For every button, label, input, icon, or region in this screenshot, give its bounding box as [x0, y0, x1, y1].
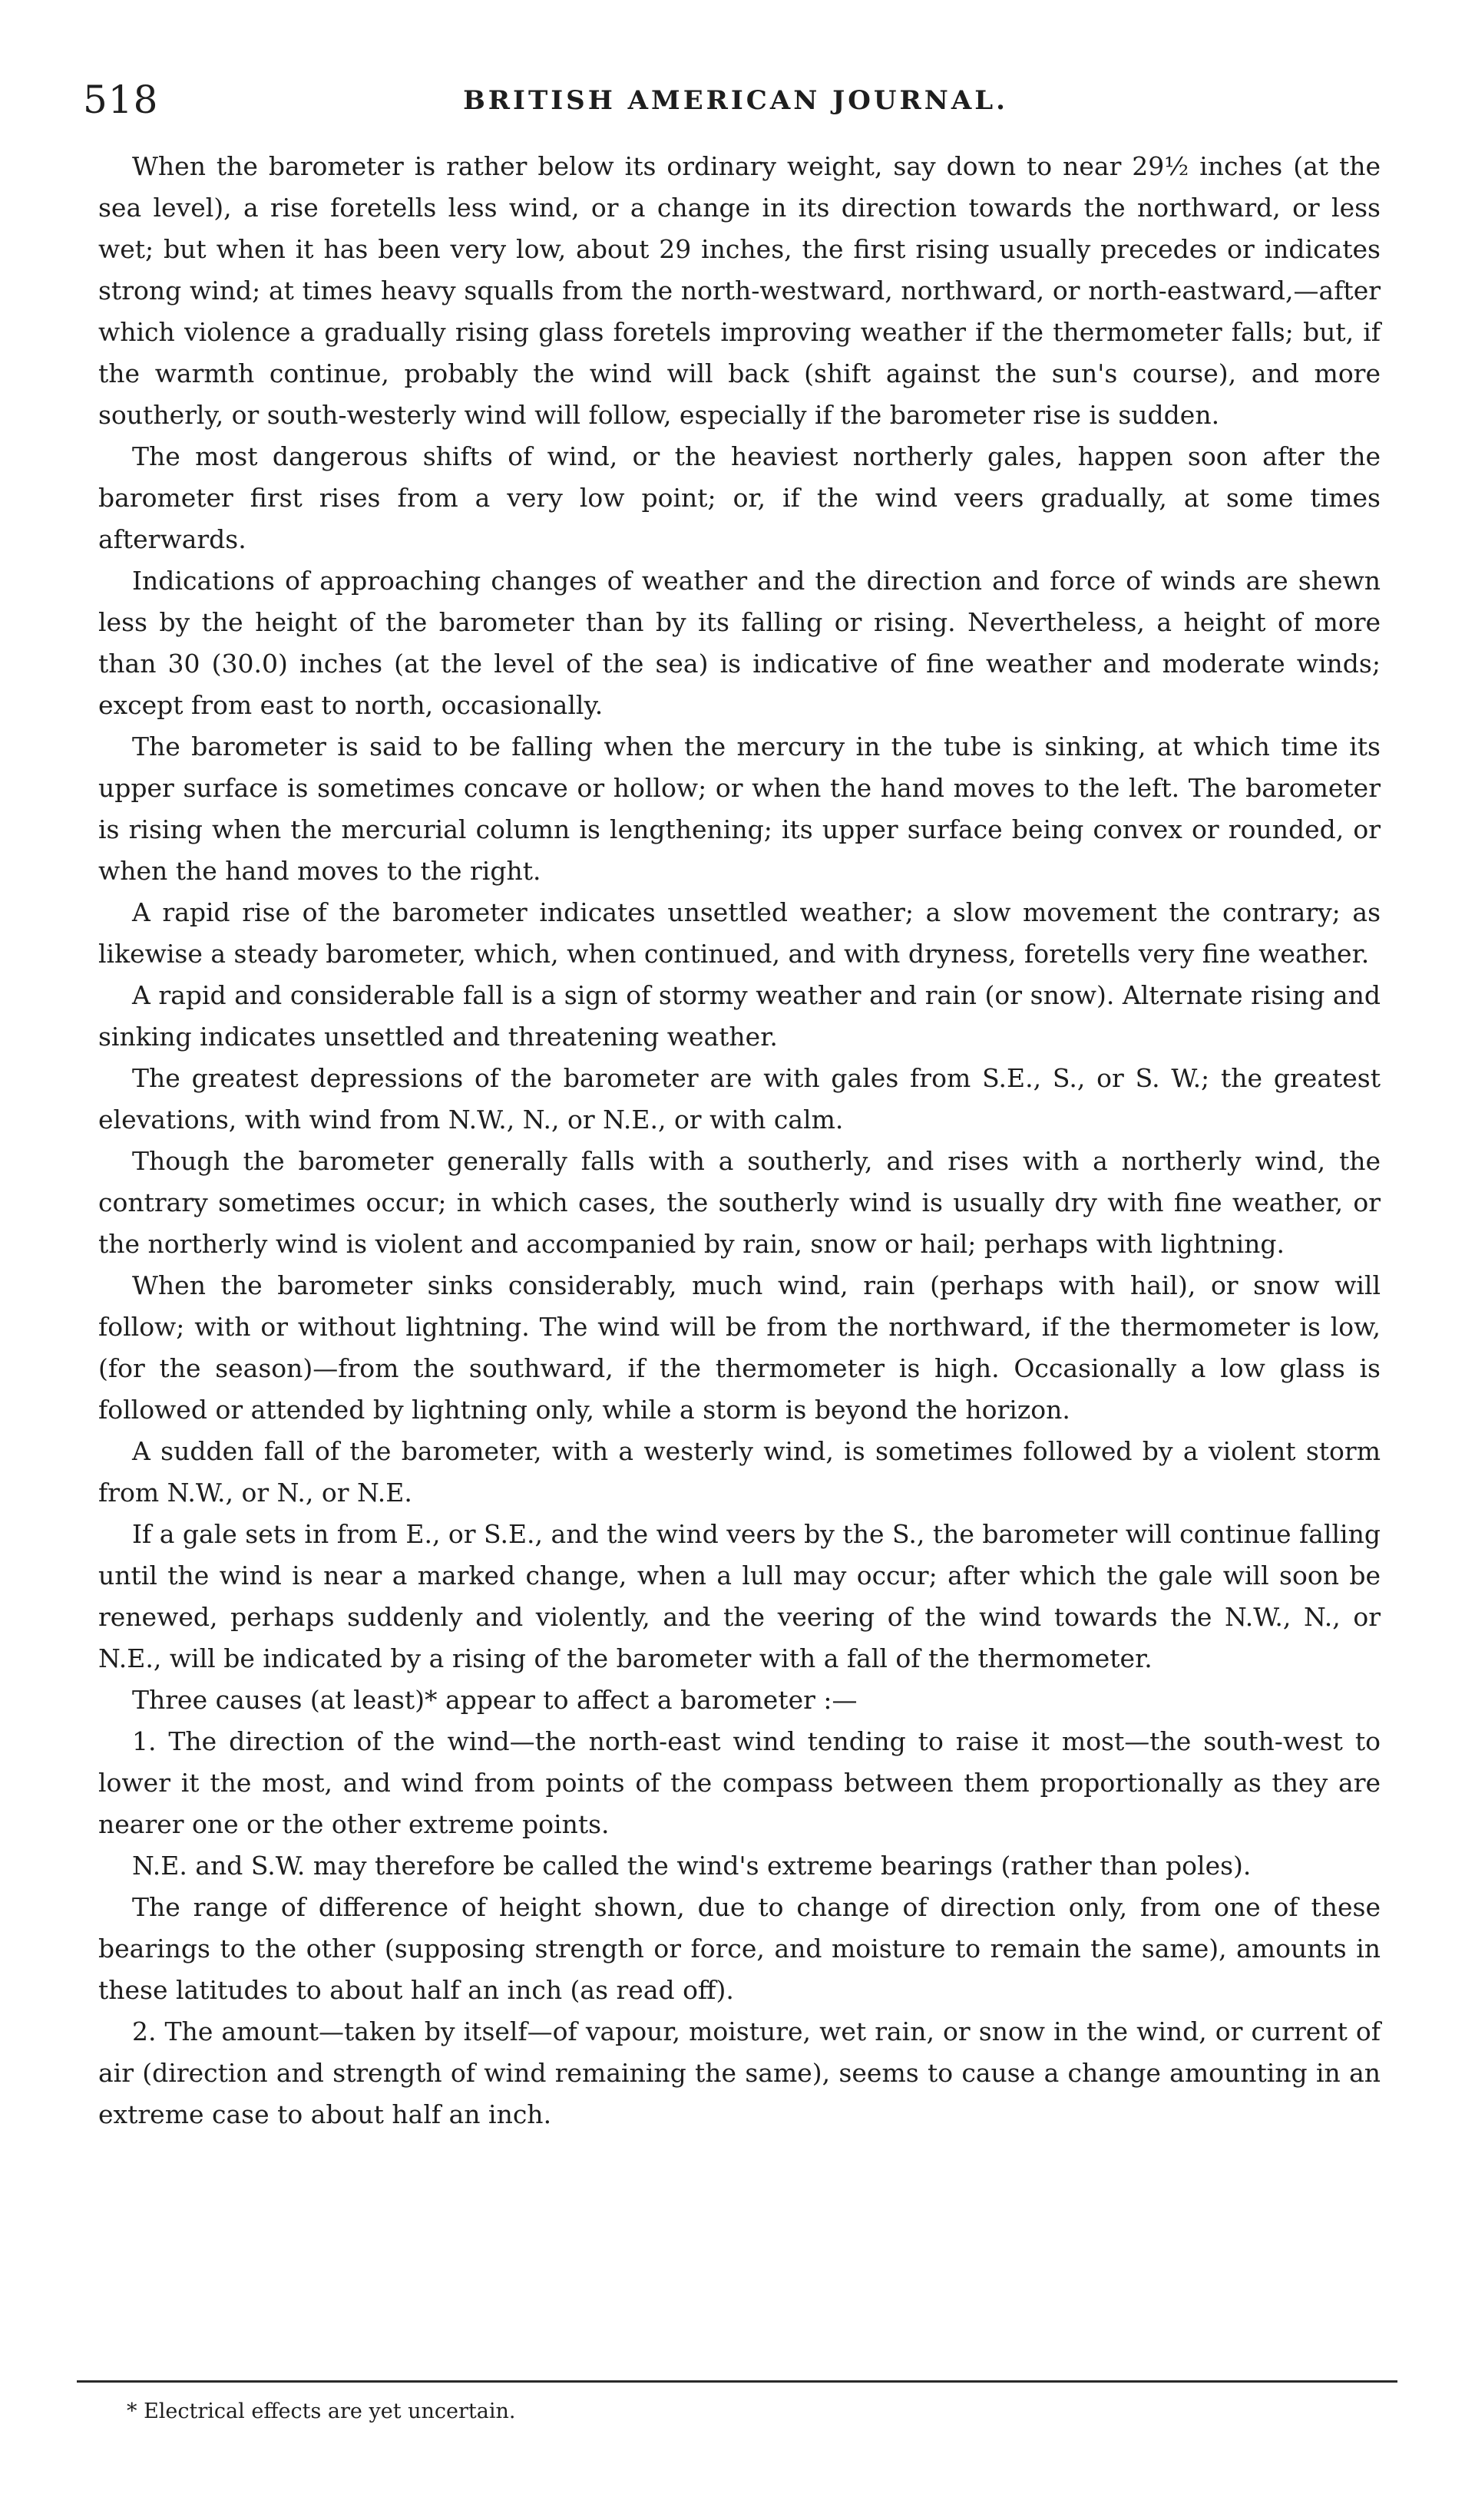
paragraph: Though the barometer generally falls with a southerly, and rises with a northerly wind, the contrary sometimes occur; in which cases, the southerly wind is usually dry with fine weather, or the northerly wind is violent and accompanied by rain, snow or hail; perhaps with lightning. — [98, 1146, 1381, 1259]
footnote-divider — [77, 2380, 1397, 2383]
paragraph: If a gale sets in from E., or S.E., and the wind veers by the S., the barometer will continue falling until the wind is near a marked change, when a lull may occur; after which the gale will soon be renewed, perhaps suddenly and violently, and the veering of the wind towards the N.W., N., or N.E., will be indicated by a rising of the barometer with a fall of the thermometer. — [98, 1519, 1381, 1673]
paragraph: The range of difference of height shown, due to change of direction only, from one of these bearings to the other (supposing strength or force, and moisture to remain the same), amounts in these latitudes to about half an inch (as read off). — [98, 1892, 1381, 2005]
paragraph: Indications of approaching changes of weather and the direction and force of winds are shewn less by the height of the barometer than by its falling or rising. Nevertheless, a height of more than 30 (30.0) inches (at the level of the sea) is indicative of fine weather and moderate winds; except from east to north, occasionally. — [98, 566, 1381, 720]
paragraph: A rapid rise of the barometer indicates unsettled weather; a slow movement the contrary; as likewise a steady barometer, which, when continued, and with dryness, foretells very fine weather. — [98, 897, 1381, 969]
footnote: * Electrical effects are yet uncertain. — [127, 2399, 516, 2423]
paragraph: 1. The direction of the wind—the north-east wind tending to raise it most—the south-west to lower it the most, and wind from points of the compass between them proportionally as they are nearer one or the other extreme points. — [98, 1726, 1381, 1839]
paragraph: A sudden fall of the barometer, with a westerly wind, is sometimes followed by a violent storm from N.W., or N., or N.E. — [98, 1436, 1381, 1508]
paragraph: The most dangerous shifts of wind, or the heaviest northerly gales, happen soon after the barometer first rises from a very low point; or, if the wind veers gradually, at some times afterwards. — [98, 441, 1381, 554]
paragraph: A rapid and considerable fall is a sign of stormy weather and rain (or snow). Alternate rising and sinking indicates unsettled and threatening weather. — [98, 980, 1381, 1052]
paragraph: When the barometer is rather below its ordinary weight, say down to near 29½ inches (at the sea level), a rise foretells less wind, or a change in its direction towards the northward, or less wet; but when it has been very low, about 29 inches, the first rising usually precedes or indicates strong wind; at times heavy squalls from the north-westward, northward, or north-eastward,—after which violence a gradually rising glass foretels improving weather if the thermometer falls; but, if the warmth continue, probably the wind will back (shift against the sun's course), and more southerly, or south-westerly wind will follow, especially if the barometer rise is sudden. — [98, 151, 1381, 430]
paragraph: The greatest depressions of the barometer are with gales from S.E., S., or S. W.; the greatest elevations, with wind from N.W., N., or N.E., or with calm. — [98, 1063, 1381, 1134]
paragraph: The barometer is said to be falling when the mercury in the tube is sinking, at which time its upper surface is sometimes concave or hollow; or when the hand moves to the left. The barometer is rising when the mercurial column is lengthening; its upper surface being convex or rounded, or when the hand moves to the right. — [98, 732, 1381, 886]
running-title: BRITISH AMERICAN JOURNAL. — [463, 85, 1008, 116]
paragraph: When the barometer sinks considerably, much wind, rain (perhaps with hail), or snow will follow; with or without lightning. The wind will be from the northward, if the thermometer is low, (for the season)—from the southward, if the thermometer is high. Occasionally a low glass is followed or attended by lightning only, while a storm is beyond the horizon. — [98, 1270, 1381, 1425]
paragraph: Three causes (at least)* appear to affect a barometer :— — [132, 1685, 858, 1715]
page-number: 518 — [83, 78, 159, 122]
page-header — [83, 77, 1388, 123]
paragraph: N.E. and S.W. may therefore be called the wind's extreme bearings (rather than poles). — [132, 1851, 1252, 1881]
article-body — [98, 146, 1381, 2135]
paragraph: 2. The amount—taken by itself—of vapour, moisture, wet rain, or snow in the wind, or current of air (direction and strength of wind remaining the same), seems to cause a change amounting in an extreme case to about half an inch. — [98, 2016, 1381, 2129]
